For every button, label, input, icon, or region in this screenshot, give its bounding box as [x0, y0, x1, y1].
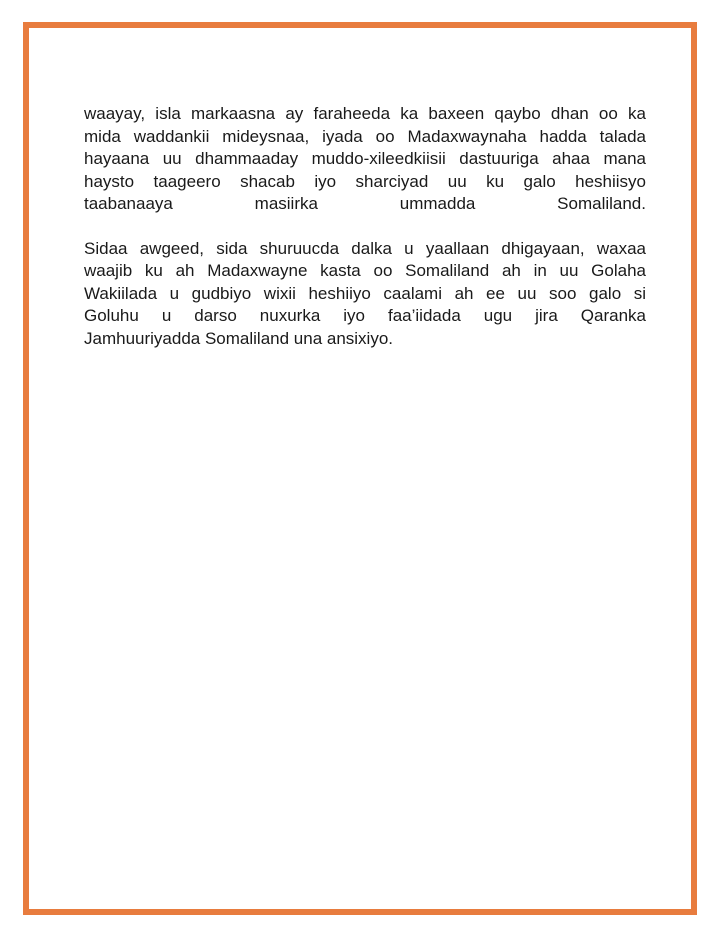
paragraph-1-line: waayay, isla markaasna ay faraheeda ka baxeen qaybo dhan oo ka	[84, 104, 646, 123]
paragraph-2-line: Sidaa awgeed, sida shuruucda dalka u yaallaan dhigayaan, waxaa	[84, 238, 646, 258]
paragraph-1	[84, 103, 646, 216]
paragraph-1-line: haysto taageero shacab iyo sharciyad uu ku galo heshiisyo	[84, 171, 646, 191]
paragraph-2	[84, 238, 646, 351]
paragraph-2-line: Jamhuuriyadda Somaliland una ansixiyo.	[84, 328, 394, 348]
document-body	[84, 103, 646, 350]
paragraph-2-line: waajib ku ah Madaxwayne kasta oo Somaliland ah in uu Golaha	[84, 261, 646, 280]
paragraph-1-line: hayaana uu dhammaaday muddo-xileedkiisii dastuuriga ahaa mana	[84, 149, 646, 168]
paragraph-1-line: taabanaaya masiirka ummadda Somaliland.	[84, 194, 646, 213]
paragraph-1-line: mida waddankii mideysnaa, iyada oo Madaxwaynaha hadda talada	[84, 126, 646, 146]
paragraph-2-line: Goluhu u darso nuxurka iyo faa’iidada ugu jira Qaranka	[84, 306, 646, 325]
paragraph-2-line: Wakiilada u gudbiyo wixii heshiiyo caalami ah ee uu soo galo si	[84, 283, 646, 303]
page-frame	[23, 22, 697, 915]
